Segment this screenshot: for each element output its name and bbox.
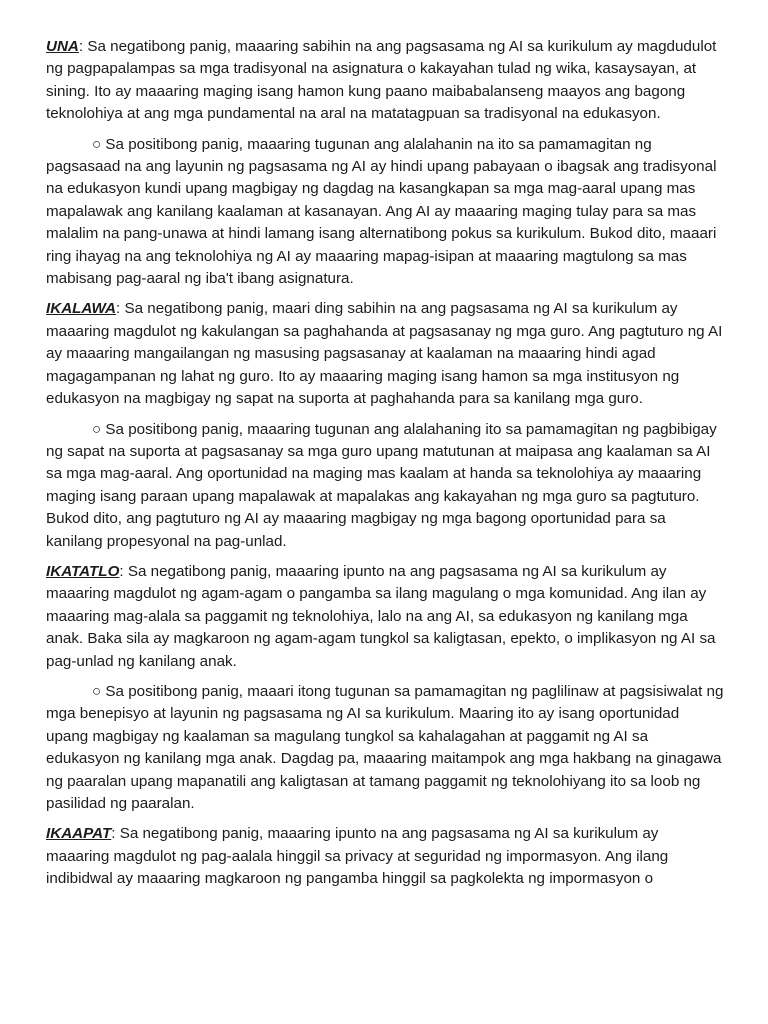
paragraph-text: : Sa negatibong panig, maaaring ipunto na ang pagsasama ng AI sa kurikulum ay maaaring magdulot ng agam-agam o pangamba sa ilang magulang o mga komunidad. Ang ilan ay maaaring mag-alala sa paggamit ng teknolohiya, lalo na ang AI, sa edukasyon ng kanilang mga anak. Baka sila ay magkaroon ng agam-agam tungkol sa kaligtasan, epekto, o implikasyon ng AI sa pag-unlad ng kanilang anak.: [46, 562, 716, 670]
section-label-ikaapat: IKAAPAT: [46, 825, 112, 843]
paragraph-text: : Sa negatibong panig, maari ding sabihin na ang pagsasama ng AI sa kurikulum ay maaaring magdulot ng kakulangan sa paghahanda at pagsasanay ng mga guro. Ang pagtuturo ng AI ay maaaring mangailangan ng masusing pagsasanay at kaalaman na maaaring hindi agad magagampanan ng lahat ng guro. Ito ay maaaring maging isang hamon sa mga institusyon ng edukasyon na magbigay ng sapat na suporta at paghahanda para sa kanilang mga guro.: [46, 300, 723, 408]
paragraph-ikalawa: [46, 298, 724, 410]
section-label-ikalawa: IKALAWA: [46, 300, 117, 318]
paragraph-ikatatlo-positive: ○ Sa positibong panig, maaari itong tugunan sa pamamagitan ng paglilinaw at pagsisiwalat ng mga benepisyo at layunin ng pagsasama ng AI sa kurikulum. Maaring ito ay isang oportunidad upang magbigay ng kaalaman sa magulang tungkol sa kahalagahan at paggamit ng AI sa edukasyon ng kanilang mga anak. Dagdag pa, maaaring maitampok ang mga hakbang na ginagawa ng paaralan upang mapanatili ang kaligtasan at tamang paggamit ng teknolohiyang ito sa loob ng pasilidad ng paaralan.: [46, 682, 724, 812]
section-label-ikatatlo: IKATATLO: [46, 562, 120, 580]
paragraph-ikatatlo: [46, 561, 724, 673]
paragraph-ikalawa-positive: ○ Sa positibong panig, maaaring tugunan ang alalahaning ito sa pamamagitan ng pagbibigay ng sapat na suporta at pagsasanay sa mga guro upang matutunan at maipasa ang kaalaman sa AI sa mga mag-aaral. Ang oportunidad na maging mas kaalam at handa sa teknolohiya ay maaaring maging isang paraan upang mapalawak at mapalakas ang kakayahan ng mga guro sa pagtuturo. Bukod dito, ang pagtuturo ng AI ay maaaring magbigay ng mga bagong oportunidad para sa kanilang propesyonal na pag-unlad.: [46, 420, 717, 550]
paragraph-text: : Sa negatibong panig, maaaring ipunto na ang pagsasama ng AI sa kurikulum ay maaaring magdulot ng pag-aalala hinggil sa privacy at seguridad ng impormasyon. Ang ilang indibidwal ay maaaring magkaroon ng pangamba hinggil sa pagkolekta ng impormasyon o: [46, 825, 669, 888]
paragraph-una: [46, 36, 724, 126]
paragraph-ikaapat: [46, 823, 724, 890]
section-label-una: UNA: [46, 38, 79, 55]
paragraph-una-positive: ○ Sa positibong panig, maaaring tugunan ang alalahanin na ito sa pamamagitan ng pagsasaad na ang layunin ng pagsasama ng AI ay hindi upang pabayaan o ibagsak ang tradisyonal na edukasyon kundi upang magbigay ng dagdag na kasangkapan sa mga mag-aaral upang mas mapalawak ang kanilang kaalaman at kasanayan. Ang AI ay maaaring maging tulay para sa mas malalim na pang-unawa at hindi lamang isang alternatibong pokus sa kurikulum. Bukod dito, maaari ring ihayag na ang teknolohiya ng AI ay maaaring mapag-isipan at maaaring magtulong sa mas mabisang pag-aaral ng iba't ibang asignatura.: [46, 135, 717, 288]
paragraph-text: : Sa negatibong panig, maaaring sabihin na ang pagsasama ng AI sa kurikulum ay magdudulot ng pagpapalampas sa mga tradisyonal na asignatura o kakayahan tulad ng wika, kasaysayan, at sining. Ito ay maaaring maging isang hamon kung paano maibabalanseng maayos ang bagong teknolohiya at ang mga pundamental na aral na matatagpuan sa tradisyonal na edukasyon.: [46, 38, 717, 123]
